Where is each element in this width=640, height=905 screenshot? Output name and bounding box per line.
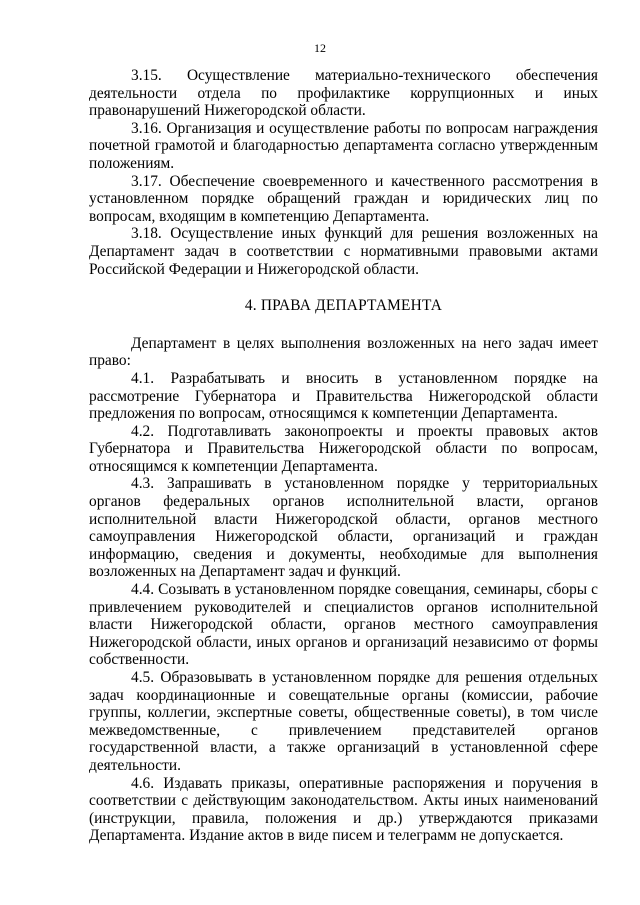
paragraph-4-5: 4.5. Образовывать в установленном порядке для решения отдельных задач координационные и совещательные органы (комиссии, рабочие группы, коллегии, экспертные советы, общественные советы), в том числе межведомственные, с привлечением представителей органов государственной власти, а также организаций в установленной сфере деятельности. (89, 669, 598, 774)
paragraph-4-1: 4.1. Разрабатывать и вносить в установленном порядке на рассмотрение Губернатора и Правительства Нижегородской области предложения по вопросам, относящимся к компетенции Департамента. (89, 369, 598, 423)
paragraph-4-3: 4.3. Запрашивать в установленном порядке у территориальных органов федеральных органов исполнительной власти, органов исполнительной власти Нижегородской области, органов местного самоуправления Нижегородской области, организаций и граждан информацию, сведения и документы, необходимые для выполнения возложенных на Департамент задач и функций. (89, 475, 598, 581)
paragraph-intro: Департамент в целях выполнения возложенных на него задач имеет право: (89, 334, 598, 370)
paragraph-3-17: 3.17. Обеспечение своевременного и качественного рассмотрения в установленном порядке обращений граждан и юридических лиц по вопросам, входящим в компетенцию Департамента. (89, 172, 598, 225)
page-number: 12 (314, 41, 326, 55)
section-heading: 4. ПРАВА ДЕПАРТАМЕНТА (244, 297, 443, 315)
paragraph-4-4: 4.4. Созывать в установленном порядке совещания, семинары, сборы с привлечением руководителей и специалистов органов исполнительной власти Нижегородской области, органов местного самоуправления Нижегородской области, иных органов и организаций независимо от формы собственности. (89, 581, 598, 669)
document-body (89, 67, 598, 845)
paragraph-3-15: 3.15. Осуществление материально-технического обеспечения деятельности отдела по профилактике коррупционных и иных правонарушений Нижегородской области. (89, 67, 598, 120)
paragraph-3-16: 3.16. Организация и осуществление работы по вопросам награждения почетной грамотой и благодарностью департамента согласно утвержденным положениям. (89, 119, 598, 172)
paragraph-3-18: 3.18. Осуществление иных функций для решения возложенных на Департамент задач в соответствии с нормативными правовыми актами Российской Федерации и Нижегородской области. (89, 225, 598, 278)
paragraph-4-6: 4.6. Издавать приказы, оперативные распоряжения и поручения в соответствии с действующим законодательством. Акты иных наименований (инструкции, правила, положения и др.) утверждаются приказами Департамента. Издание актов в виде писем и телеграмм не допускается. (89, 774, 598, 845)
paragraph-4-2: 4.2. Подготавливать законопроекты и проекты правовых актов Губернатора и Правительства Нижегородской области по вопросам, относящимся к компетенции Департамента. (89, 422, 598, 475)
